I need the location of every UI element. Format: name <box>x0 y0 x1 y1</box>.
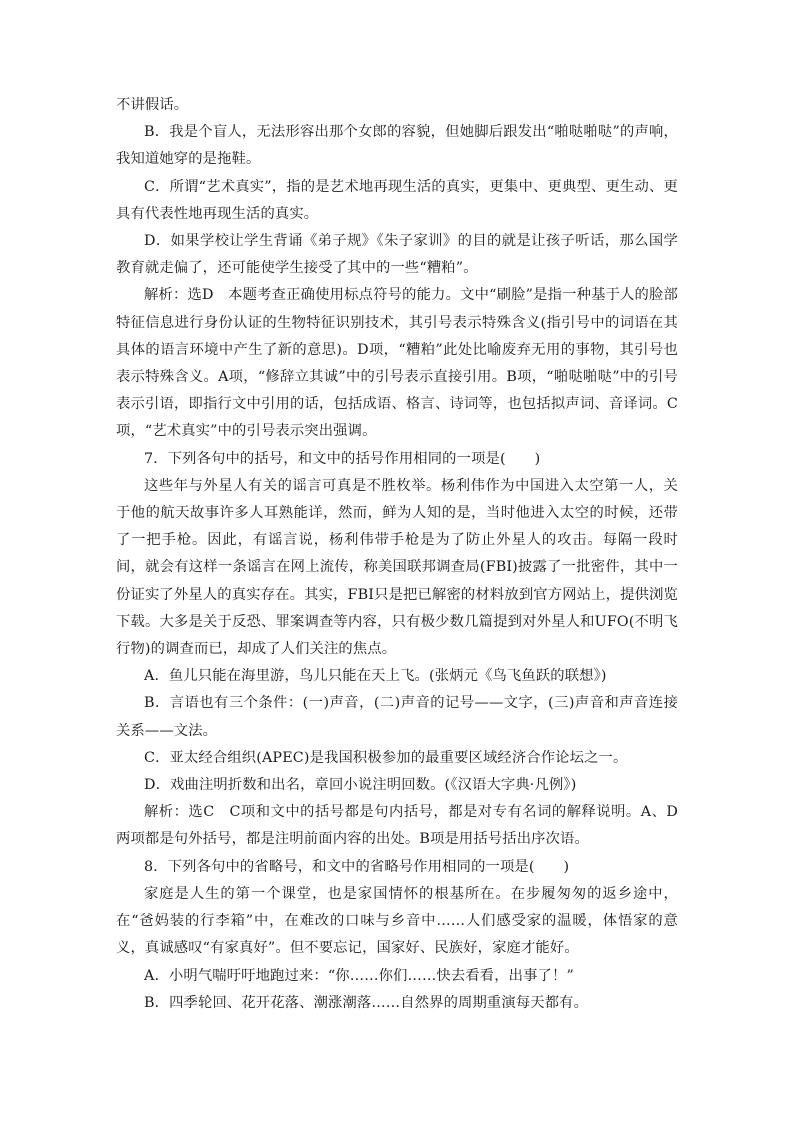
passage-paragraph: 家庭是人生的第一个课堂，也是家国情怀的根基所在。在步履匆匆的返乡途中，在“爸妈装的行李箱”中，在难改的口味与乡音中……人们感受家的温暖，体悟家的意义，真诚感叹“有家真好”。但不要忘记，国家好、民族好，家庭才能好。 <box>116 885 678 957</box>
option-a: A．小明气喘吁吁地跑过来：“你……你们……快去看看，出事了！” <box>144 967 574 984</box>
question-8: 8．下列各句中的省略号，和文中的省略号作用相同的一项是( ) <box>144 858 570 875</box>
question-7: 7．下列各句中的括号，和文中的括号作用相同的一项是( ) <box>144 450 541 467</box>
option-d: D．如果学校让学生背诵《弟子规》《朱子家训》的目的就是让孩子听话，那么国学教育就走偏了，还可能使学生接受了其中的一些“糟粕”。 <box>116 233 678 277</box>
option-c: C．亚太经合组织(APEC)是我国积极参加的最重要区域经济合作论坛之一。 <box>144 749 628 766</box>
analysis-paragraph: 解析：选C C项和文中的括号都是句内括号，都是对专有名词的解释说明。A、D两项都是句外括号，都是注明前面内容的出处。B项是用括号括出序次语。 <box>116 804 678 848</box>
paragraph-continuation: 不讲假话。 <box>116 97 189 113</box>
option-b: B．言语也有三个条件：(一)声音，(二)声音的记号——文字，(三)声音和声音连接关系——文法。 <box>116 695 678 739</box>
passage-paragraph: 这些年与外星人有关的谣言可真是不胜枚举。杨利伟作为中国进入太空第一人，关于他的航天故事许多人耳熟能详，然而，鲜为人知的是，当时他进入太空的时候，还带了一把手枪。因此，有谣言说，杨利伟带手枪是为了防止外星人的攻击。每隔一段时间，就会有这样一条谣言在网上流传，称美国联邦调查局(FBI)披露了一批密件，其中一份证实了外星人的真实存在。其实，FBI只是把已解密的材料放到官方网站上，提供浏览下载。大多是关于反恐、罪案调查等内容，只有极少数几篇提到对外星人和UFO(不明飞行物)的调查而已，却成了人们关注的焦点。 <box>116 477 678 658</box>
option-c: C．所谓“艺术真实”，指的是艺术地再现生活的真实，更集中、更典型、更生动、更具有代表性地再现生活的真实。 <box>116 178 678 222</box>
option-d: D．戏曲注明折数和出名，章回小说注明回数。(《汉语大字典·凡例》) <box>144 777 577 794</box>
option-b: B．四季轮回、花开花落、潮涨潮落……自然界的周期重演每天都有。 <box>144 994 589 1011</box>
analysis-paragraph: 解析：选D 本题考查正确使用标点符号的能力。文中“刷脸”是指一种基于人的脸部特征信息进行身份认证的生物特征识别技术，其引号表示特殊含义(指引号中的词语在其具体的语言环境中产生了新的意思)。D项，“糟粕”此处比喻废弃无用的事物，其引号也表示特殊含义。A项，“修辞立其诚”中的引号表示直接引用。B项，“啪哒啪哒”中的引号表示引语，即指行文中引用的话，包括成语、格言、诗词等，也包括拟声词、音译词。C项，“艺术真实”中的引号表示突出强调。 <box>116 287 678 440</box>
option-b: B．我是个盲人，无法形容出那个女郎的容貌，但她脚后跟发出“啪哒啪哒”的声响，我知道她穿的是拖鞋。 <box>116 124 678 168</box>
option-a: A．鱼儿只能在海里游，鸟儿只能在天上飞。(张炳元《鸟飞鱼跃的联想》) <box>144 668 607 685</box>
